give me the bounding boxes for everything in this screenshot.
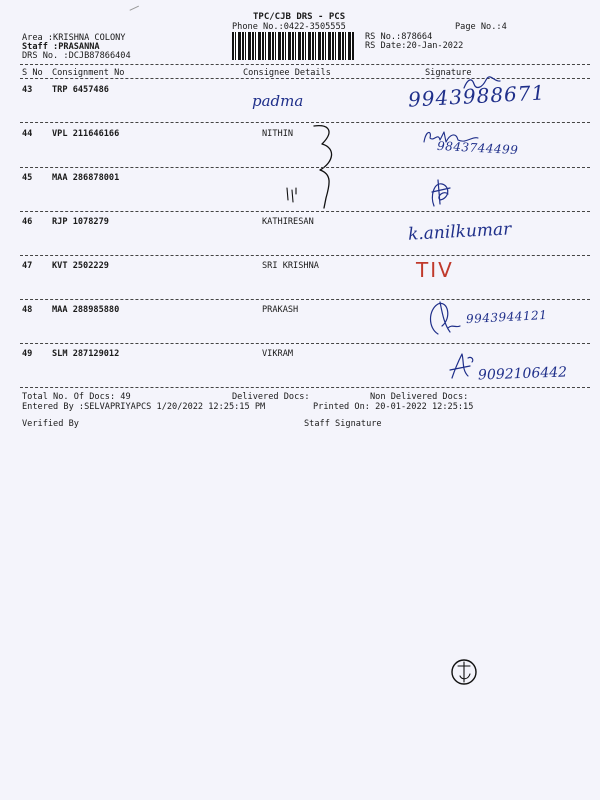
drs-number: DRS No. :DCJB87866404 xyxy=(22,51,131,61)
row-sno: 45 xyxy=(22,173,33,183)
row-consignment: VPL 211646166 xyxy=(52,129,120,139)
non-delivered-docs: Non Delivered Docs: xyxy=(370,392,469,402)
phone-number: Phone No.:0422-3505555 xyxy=(232,22,346,32)
divider xyxy=(20,78,590,79)
delivered-docs: Delivered Docs: xyxy=(232,392,310,402)
row-sno: 46 xyxy=(22,217,33,227)
column-header-consignee: Consignee Details xyxy=(243,68,331,78)
row-consignment: KVT 2502229 xyxy=(52,261,109,271)
signature-phone: 9943944121 xyxy=(465,307,548,327)
row-consignee: VIKRAM xyxy=(262,349,294,359)
verified-by: Verified By xyxy=(22,419,79,429)
row-consignee: PRAKASH xyxy=(262,305,299,315)
staff-name: PRASANNA xyxy=(58,42,100,52)
signature-scribble xyxy=(284,186,300,204)
row-consignee: NITHIN xyxy=(262,129,294,139)
row-sno: 49 xyxy=(22,349,33,359)
page-number: Page No.:4 xyxy=(455,22,507,32)
row-consignment: SLM 287129012 xyxy=(52,349,120,359)
signature-scribble xyxy=(448,352,478,382)
signature-phone: 9843744499 xyxy=(436,138,519,158)
divider xyxy=(20,343,590,344)
divider xyxy=(20,299,590,300)
signature-scribble xyxy=(426,298,462,338)
rs-number: RS No.:878664 xyxy=(365,32,433,42)
barcode xyxy=(232,32,354,60)
staff-signature: Staff Signature xyxy=(304,419,382,429)
printed-on: Printed On: 20-01-2022 12:25:15 xyxy=(313,402,474,412)
divider xyxy=(20,211,590,212)
signature-name: k.anilkumar xyxy=(407,219,512,245)
divider xyxy=(20,167,590,168)
row-consignment: RJP 1078279 xyxy=(52,217,109,227)
entered-by: Entered By :SELVAPRIYAPCS 1/20/2022 12:25:15 PM xyxy=(22,402,266,412)
row-sno: 48 xyxy=(22,305,33,315)
row-consignment: MAA 288985880 xyxy=(52,305,120,315)
signature-scribble xyxy=(462,76,502,90)
divider xyxy=(20,64,590,65)
signature-phone: 9092106442 xyxy=(477,364,568,384)
row-consignment: TRP 6457486 xyxy=(52,85,109,95)
signature-scribble xyxy=(428,178,454,208)
column-header-consignment: Consignment No xyxy=(52,68,125,78)
column-header-signature: Signature xyxy=(425,68,472,78)
row-consignee: KATHIRESAN xyxy=(262,217,314,227)
scan-mark xyxy=(127,0,139,11)
rs-date: RS Date:20-Jan-2022 xyxy=(365,41,464,51)
document-title: TPC/CJB DRS - PCS xyxy=(253,12,346,22)
stamp-doodle xyxy=(448,656,480,688)
row-sno: 44 xyxy=(22,129,33,139)
row-consignment: MAA 286878001 xyxy=(52,173,120,183)
staff-label: Staff : xyxy=(22,42,59,52)
row-consignee: SRI KRISHNA xyxy=(262,261,319,271)
divider xyxy=(20,255,590,256)
handwritten-name: padma xyxy=(252,92,304,110)
row-sno: 47 xyxy=(22,261,33,271)
signature-phone: 9943988671 xyxy=(407,80,546,112)
divider xyxy=(20,387,590,388)
row-sno: 43 xyxy=(22,85,33,95)
total-docs: Total No. Of Docs: 49 xyxy=(22,392,131,402)
area: Area :KRISHNA COLONY xyxy=(22,33,126,43)
divider xyxy=(20,122,590,123)
column-header-sno: S No xyxy=(22,68,43,78)
signature-initials: TIV xyxy=(416,258,454,282)
